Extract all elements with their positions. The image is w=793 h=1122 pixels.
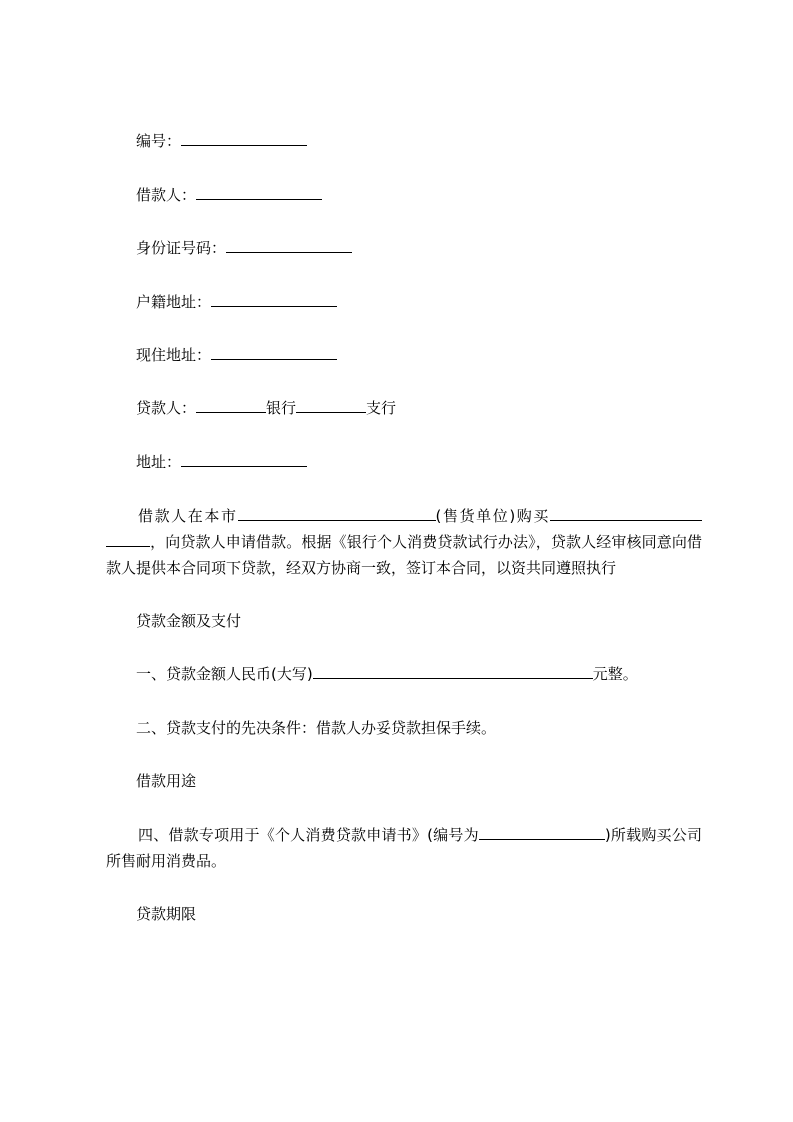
- lender-label: 贷款人：: [136, 399, 197, 417]
- purchase-blank-1: [550, 506, 702, 521]
- lender-branch-blank: [296, 398, 366, 413]
- intro-paragraph: [106, 503, 702, 581]
- household-address-blank: [211, 292, 337, 307]
- item-2-line: 二、贷款支付的先决条件：借款人办妥贷款担保手续。: [136, 719, 497, 737]
- borrower-label: 借款人：: [136, 186, 197, 204]
- term-heading: 贷款期限: [136, 905, 197, 923]
- current-address-label: 现住地址：: [136, 346, 212, 364]
- address-line: [136, 452, 307, 472]
- intro-part2: (售货单位)购买: [435, 507, 550, 525]
- item-4-paragraph: [106, 822, 702, 874]
- id-blank: [226, 238, 352, 253]
- current-address-blank: [211, 345, 337, 360]
- lender-line: [136, 398, 396, 418]
- amount-blank: [313, 664, 593, 679]
- address-blank: [181, 452, 307, 467]
- item-4-suffix: )所载购买公司所售耐用消费品。: [106, 826, 702, 870]
- household-address-label: 户籍地址：: [136, 293, 212, 311]
- intro-part1: 借款人在本市: [138, 507, 238, 525]
- purchase-blank-2: [106, 532, 150, 547]
- application-number-blank: [479, 825, 605, 840]
- borrower-blank: [196, 185, 322, 200]
- item-1-prefix: 一、贷款金额人民币(大写): [136, 665, 313, 683]
- intro-part3: ，向贷款人申请借款。根据《银行个人消费贷款试行办法》，贷款人经审核同意向借款人提供本合同项下贷款，经双方协商一致，签订本合同，以资共同遵照执行: [106, 533, 702, 577]
- purpose-heading: 借款用途: [136, 772, 197, 790]
- number-line: [136, 131, 307, 151]
- lender-bank-text: 银行: [266, 399, 297, 417]
- lender-branch-text: 支行: [366, 399, 397, 417]
- address-label: 地址：: [136, 453, 182, 471]
- item-1-line: [136, 664, 638, 684]
- item-4-prefix: 四、借款专项用于《个人消费贷款申请书》(编号为: [138, 826, 479, 844]
- number-label: 编号：: [136, 132, 182, 150]
- amount-heading: 贷款金额及支付: [136, 612, 242, 630]
- id-label: 身份证号码：: [136, 239, 227, 257]
- lender-bank-blank: [196, 398, 266, 413]
- id-line: [136, 238, 352, 258]
- household-address-line: [136, 292, 337, 312]
- item-1-suffix: 元整。: [592, 665, 638, 683]
- seller-blank: [238, 506, 436, 521]
- borrower-line: [136, 185, 322, 205]
- current-address-line: [136, 345, 337, 365]
- number-blank: [181, 131, 307, 146]
